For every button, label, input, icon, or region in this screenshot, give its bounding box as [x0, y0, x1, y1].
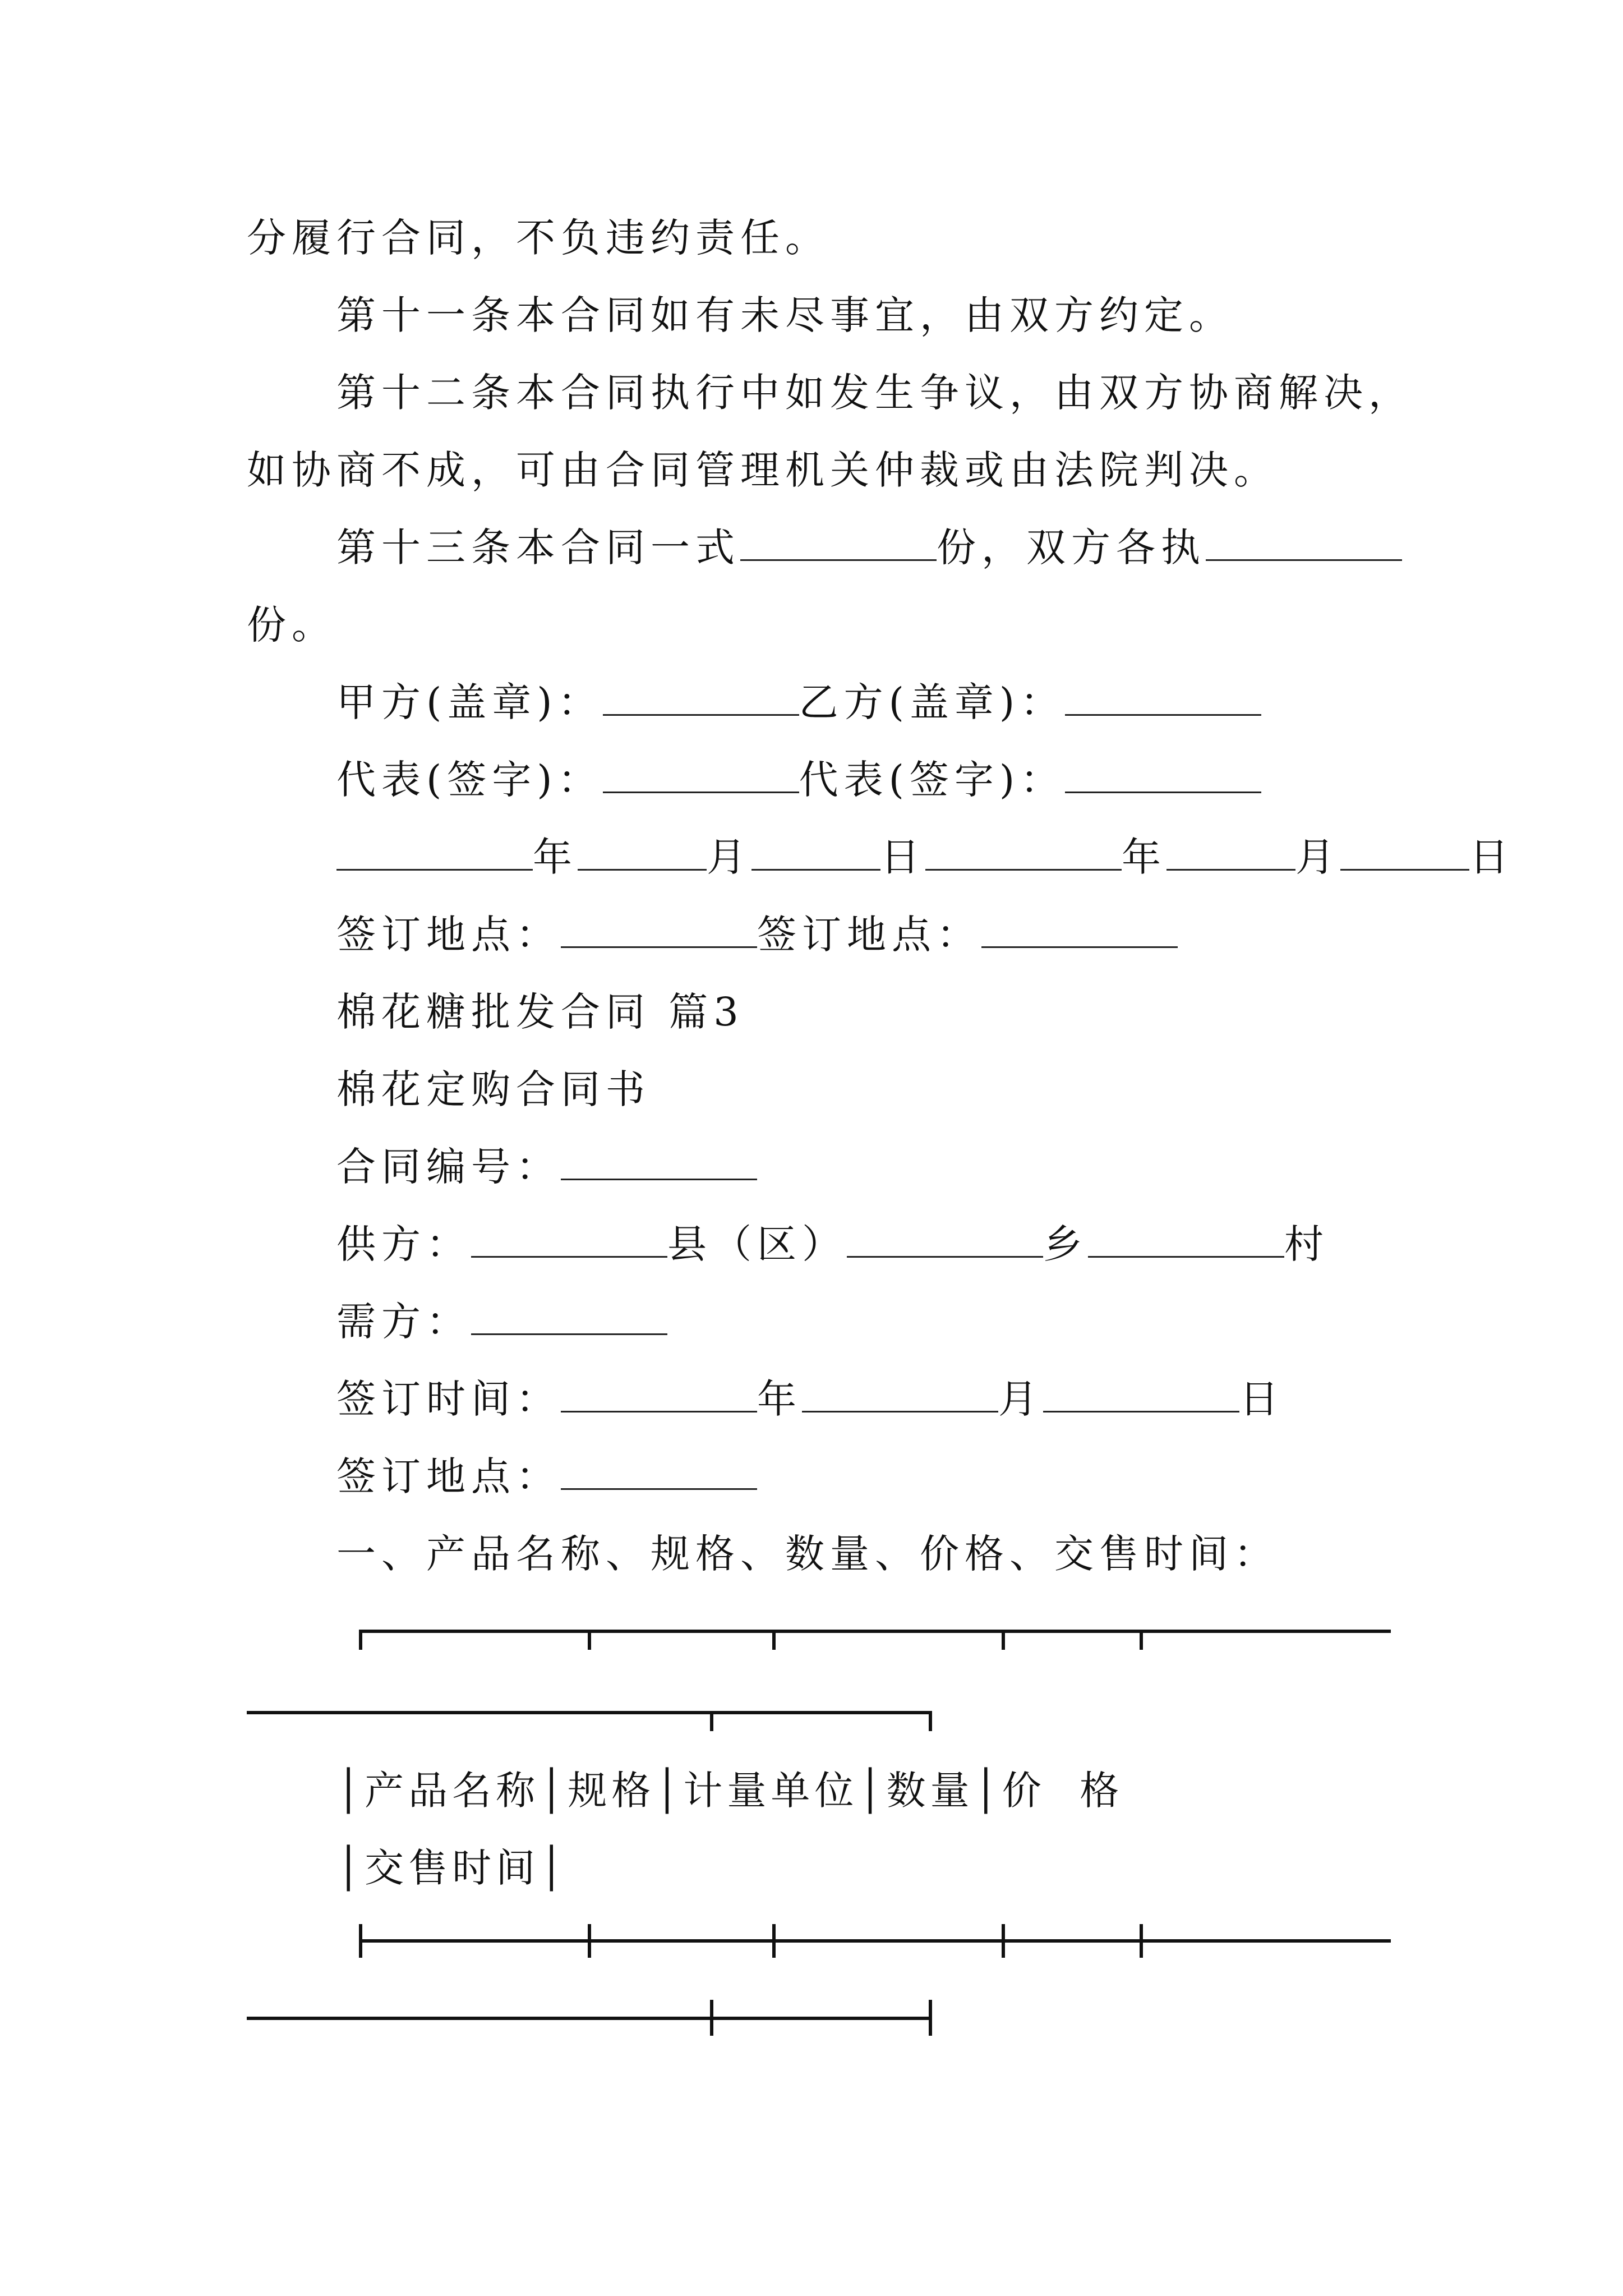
signing-place-line: 签订地点： 签订地点： [336, 909, 1178, 960]
table-tick [588, 1924, 591, 1958]
text-line: 第十一条本合同如有未尽事宜，由双方约定。 [336, 292, 1234, 338]
text-line: 如协商不成，可由合同管理机关仲裁或由法院判决。 [247, 447, 1279, 493]
table-tick [1002, 1630, 1005, 1650]
text-line: 第十二条本合同执行中如发生争议，由双方协商解决， [336, 370, 1413, 416]
buyer-line: 需方： [336, 1296, 667, 1347]
party-a-seal-line: 甲方(盖章)： 乙方(盖章)： [336, 677, 1261, 728]
text-line: 分履行合同，不负违约责任。 [247, 215, 830, 261]
section-heading: 棉花糖批发合同 篇3 [336, 989, 744, 1035]
representative-line: 代表(签字)： 代表(签字)： [336, 754, 1261, 806]
table-tick [588, 1630, 591, 1650]
table-mid-rule-cont [247, 2017, 932, 2020]
table-header-row-cont: │交售时间│ [336, 1845, 568, 1891]
section-product-heading: 一、产品名称、规格、数量、价格、交售时间： [336, 1531, 1279, 1577]
table-tick [710, 2000, 713, 2036]
table-tick [929, 2000, 932, 2036]
table-top-rule-cont [247, 1711, 932, 1714]
signing-place-line-2: 签订地点： [336, 1451, 757, 1502]
table-tick [1140, 1924, 1143, 1958]
table-tick [359, 1630, 362, 1650]
date-line: 年 月 日 年 月 日 [336, 831, 1514, 883]
table-mid-rule [359, 1939, 1391, 1943]
table-tick [772, 1630, 776, 1650]
table-tick [929, 1711, 932, 1731]
signing-time-line: 签订时间： 年 月 日 [336, 1376, 1284, 1422]
supplier-line: 供方： 县（区） 乡 村 [336, 1221, 1329, 1267]
table-tick [1002, 1924, 1005, 1958]
table-tick [359, 1924, 362, 1958]
contract-title: 棉花定购合同书 [336, 1066, 651, 1112]
table-header-row: │产品名称│规格│计量单位│数量│价 格 [336, 1768, 1124, 1814]
text-line: 份。 [247, 602, 336, 648]
table-tick [1140, 1630, 1143, 1650]
contract-number-line: 合同编号： [336, 1141, 757, 1193]
clause-13-line: 第十三条本合同一式 份，双方各执 [336, 522, 1402, 573]
table-top-rule [359, 1630, 1391, 1633]
table-tick [710, 1711, 713, 1731]
table-tick [772, 1924, 776, 1958]
